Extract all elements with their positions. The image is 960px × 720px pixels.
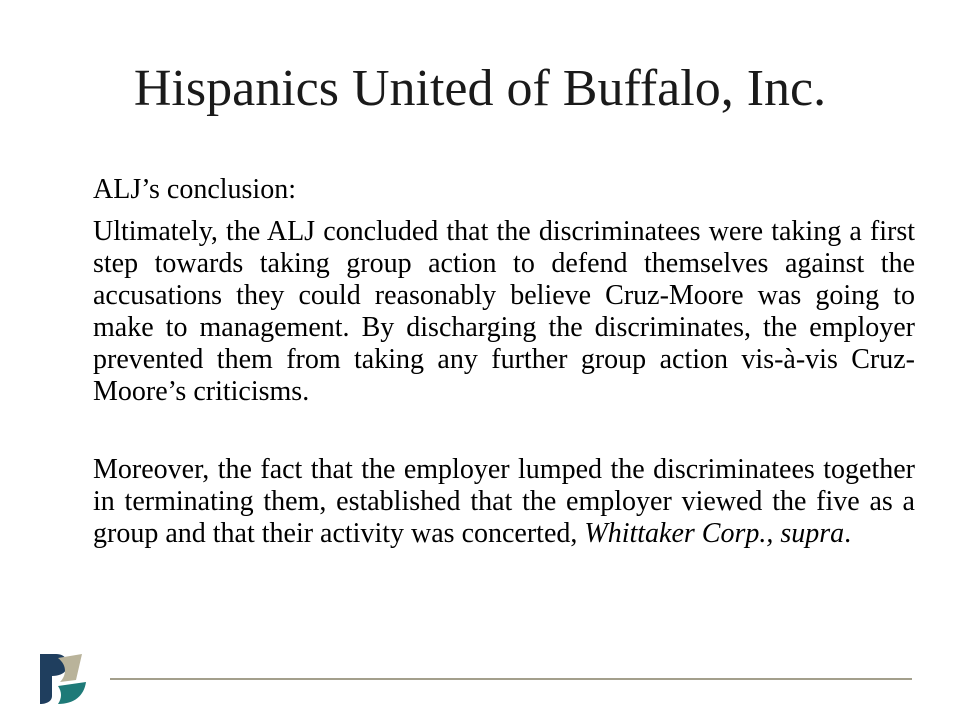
conclusion-heading: ALJ’s conclusion: (93, 174, 296, 205)
conclusion-paragraph: Ultimately, the ALJ concluded that the discriminatees were taking a first step towards taking group action to defend themselves against the accusations they could reasonably believe Cruz-Moore was going to make to management. By discharging the discriminates, the employer prevented them from taking any further group action vis-à-vis Cruz-Moore’s criticisms. (93, 216, 915, 407)
logo-teal-shape (58, 682, 86, 704)
concerted-activity-paragraph (93, 454, 915, 550)
slide-body (93, 174, 915, 550)
citation-period: . (844, 518, 852, 549)
firm-logo-icon (36, 652, 90, 706)
footer-divider (110, 678, 912, 680)
concerted-activity-text: Moreover, the fact that the employer lumped the discriminatees together in terminating them, established that the employer viewed the five as a group and that their activity was concerted, (93, 454, 915, 549)
slide-title: Hispanics United of Buffalo, Inc. (133, 60, 827, 117)
case-citation: Whittaker Corp., supra (584, 518, 845, 549)
